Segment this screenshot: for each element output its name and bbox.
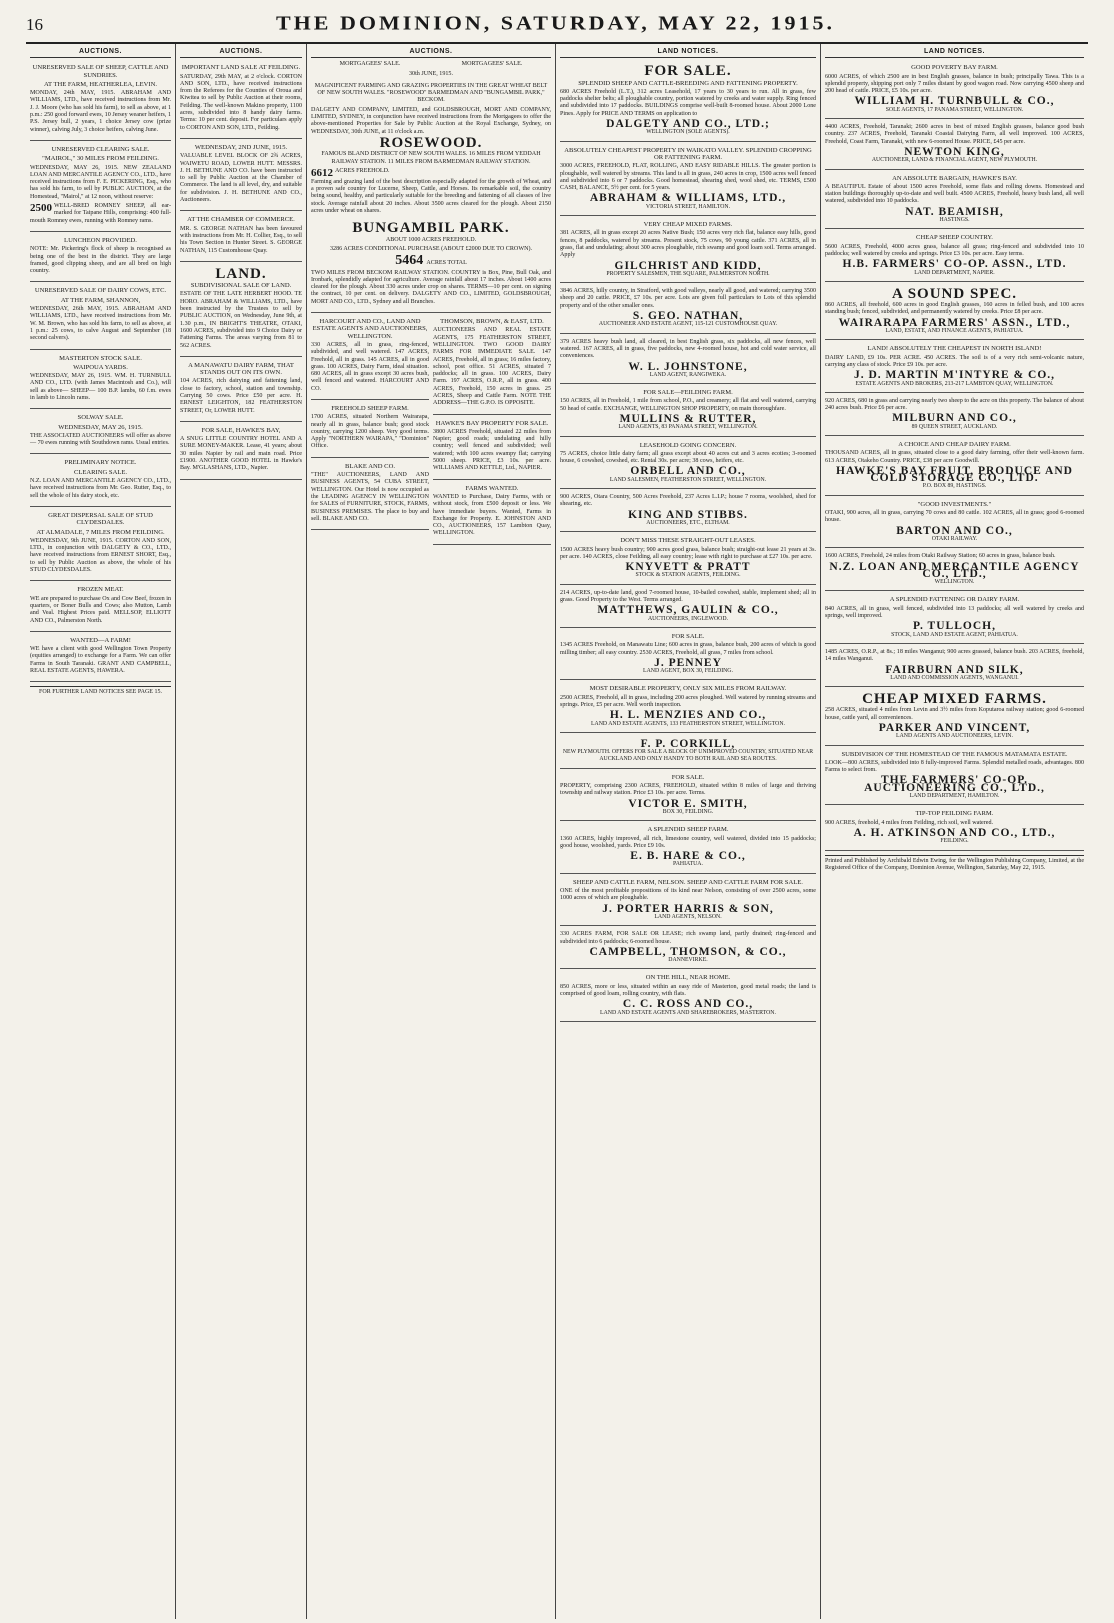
- advertisement: [180, 141, 302, 211]
- ad-body: 379 ACRES heavy bush land, all cleared, in best English grass, six paddocks, all new fences, well watered. 167 ACRES, all in grass, five paddocks, new 4-roomed house, hot and cold water service, all conveniences.: [560, 338, 816, 360]
- sale-date: 30th JUNE, 1915.: [408, 70, 453, 77]
- advertiser-name: J. PENNEY: [654, 656, 722, 669]
- ad-title: MOST DESIRABLE PROPERTY, ONLY SIX MILES FROM RAILWAY.: [589, 685, 787, 693]
- ad-title: FREEHOLD SHEEP FARM.: [331, 404, 409, 412]
- advertisement: [560, 61, 816, 141]
- advertisement: [825, 284, 1084, 340]
- advertiser-name: S. GEO. NATHAN,: [632, 310, 744, 323]
- ad-title: SUBDIVISIONAL SALE OF LAND.: [190, 282, 292, 290]
- ad-body: ONE of the most profitable propositions of its kind near Nelson, consisting of over 2500 acres, some 1000 acres of which are ploughable.: [560, 888, 816, 902]
- advertisement: [560, 218, 816, 283]
- advertiser-name: FAIRBURN AND SILK,: [885, 663, 1024, 676]
- advertiser-address: STOCK, LAND AND ESTATE AGENT, PAHIATUA.: [891, 631, 1018, 638]
- ad-body: 1485 ACRES, O.R.P., at 8s.; 18 miles Wanganui; 900 acres grassed, balance bush. 203 ACRES, freehold, 14 miles Wanganui.: [825, 648, 1084, 663]
- advertisement: [825, 121, 1084, 169]
- advertiser-name: A. H. ATKINSON AND CO., LTD.,: [853, 826, 1056, 839]
- ad-body: PROPERTY, comprising 2300 ACRES, FREEHOLD, situated within 8 miles of large and thriving township and railway station. Price £3 10s. per acre. Terms.: [560, 783, 816, 797]
- ad-body: WEDNESDAY, 26th MAY, 1915. ABRAHAM AND WILLIAMS, LTD., have received instructions from Mr. W. M. Brown, who has sold his farm, to sell as above, at 1 p.m.: 25 cows, to calve August and September (18 second calvers).: [30, 306, 171, 342]
- advertiser-name: P. TULLOCH,: [913, 620, 996, 633]
- ad-title: LEASEHOLD GOING CONCERN.: [639, 441, 737, 449]
- advertiser-name: F. P. CORKILL,: [640, 737, 736, 750]
- ad-body: N.Z. LOAN AND MERCANTILE AGENCY CO., LTD., have received instructions from Mr. Geo. Rutter, Esq., to sell the whole of his dairy stock, etc.: [30, 478, 171, 499]
- ad-title: AT THE CHAMBER OF COMMERCE.: [187, 216, 295, 224]
- advertiser-address: STOCK & STATION AGENTS, FEILDING.: [635, 572, 741, 579]
- advertiser-name: H.B. FARMERS' CO-OP. ASSN., LTD.: [842, 258, 1067, 271]
- ad-title: UNRESERVED SALE OF SHEEP, CATTLE AND SUNDRIES.: [32, 64, 169, 79]
- advertiser-address: ESTATE AGENTS AND BROKERS, 213-217 LAMBTON QUAY, WELLINGTON.: [855, 380, 1054, 387]
- advertisement: [311, 460, 429, 530]
- ad-body: 104 ACRES, rich dairying and fattening land, close to factory, school, station and township. Carrying 50 cows. Price £50 per acre. H. ERNEST LEIGHTON, 182 FEATHERSTON STREET, Or, LOWER HUTT.: [180, 378, 302, 414]
- rosewood-body: Farming and grazing land of the best description especially adapted for the growth of Wheat, and a proven safe country for Lucerne, Sheep, Cattle, and Horses. Its remarkable soil, the country being sound, healthy, and particularly suitable for the breeding and fattening of all classes of live stock. Average rainfall about 20 inches. About 3500 acres cleared for the plough. About 2150 acres under wheat on shares.: [311, 178, 551, 215]
- ad-body: WEDNESDAY, MAY 26, 1915. WM. H. TURNBULL AND CO., LTD. (with James Macintosh and Co.), will sell as above— SHEEP— 100 B.P. lambs, 60 f.m. ewes in lamb to Lincoln rams.: [30, 373, 171, 401]
- advertisement: [30, 234, 171, 282]
- notice-left: MORTGAGEES' SALE.: [339, 61, 401, 68]
- advertisement: [30, 583, 171, 631]
- ad-title: IMPORTANT LAND SALE AT FEILDING.: [181, 64, 301, 72]
- advertiser-name: CAMPBELL, THOMSON, & CO.,: [589, 945, 787, 958]
- advertiser-address: PROPERTY SALESMEN, THE SQUARE, PALMERSTON NORTH.: [606, 270, 770, 277]
- advertisement: [433, 315, 551, 415]
- advertiser-address: AUCTIONEERS, ETC., ELTHAM.: [646, 519, 730, 526]
- advertisement: [825, 498, 1084, 548]
- advertiser-name: ORBELL AND CO.,: [630, 465, 746, 478]
- ad-title: A SPLENDID SHEEP FARM.: [647, 826, 729, 834]
- ad-body: 3000 ACRES, FREEHOLD, FLAT, ROLLING, AND EASY RIDABLE HILLS. The greater portion is ploughable, well watered by streams. This land is all in grass, 240 acres in crop, 1500 acres well fenced and subdivided into 6 or 7 paddocks. Good homestead, shearing shed, wool shed, etc. TERMS, £500 CASH, BALANCE, 5½ per cent. for 5 years.: [560, 163, 816, 192]
- advertisement: [30, 284, 171, 349]
- ad-body: THE ASSOCIATED AUCTIONEERS will offer as above— 70 ewes running with Southdown rams. Usual entries.: [30, 432, 171, 447]
- ad-title: VERY CHEAP MIXED FARMS.: [643, 221, 733, 229]
- ad-banner: LAND.: [215, 265, 267, 282]
- ad-title: FOR SALE—FEILDING FARM.: [643, 389, 733, 397]
- advertisement: [433, 417, 551, 480]
- ad-subtitle: AT THE FARM, HEATHERLEA, LEVIN.: [43, 80, 157, 88]
- ad-title: UNRESERVED CLEARING SALE.: [51, 145, 150, 153]
- masthead: [26, 10, 1088, 40]
- advertiser-name: DALGETY AND CO., LTD.;: [606, 118, 770, 131]
- advertisement: [30, 352, 171, 410]
- advertiser-name: W. L. JOHNSTONE,: [628, 360, 748, 373]
- advertiser-address: WELLINGTON (SOLE AGENTS).: [646, 129, 730, 136]
- advertisement: [825, 689, 1084, 745]
- ad-title: "GOOD INVESTMENTS.": [917, 500, 992, 508]
- ad-title: AN ABSOLUTE BARGAIN, HAWKE'S BAY.: [892, 174, 1017, 182]
- advertisement: [825, 748, 1084, 806]
- advertiser-address: LAND, ESTATE, AND FINANCE AGENTS, PAHIATUA.: [885, 328, 1024, 335]
- ad-title: LAND! ABSOLUTELY THE CHEAPEST IN NORTH ISLAND!: [867, 345, 1042, 353]
- ad-body: WEDNESDAY, MAY 26, 1915. NEW ZEALAND LOAN AND MERCANTILE AGENCY CO., LTD., have received instructions from F. E. PICKERING, Esq., who has sold his farm, to sell by PUBLIC AUCTION, at the Homestead, "Mairol," at 12 noon, without reserve:: [30, 164, 171, 200]
- ad-title: BLAKE AND CO.: [344, 462, 395, 470]
- ad-body: 1345 ACRES Freehold, on Manawatu Line; 600 acres in grass, balance bush, 200 acres of which is good milling timber; all easy country. 2530 ACRES, Freehold, all grass, 7 miles from school.: [560, 642, 816, 656]
- ad-body: LOOK—800 ACRES, subdivided into 8 fully-improved Farms. Splendid metalled roads, advantages. 800 Farms to select from.: [825, 759, 1084, 774]
- ad-body: 1600 ACRES, Freehold, 24 miles from Otaki Railway Station; 60 acres in grass, balance bush.: [825, 553, 1056, 560]
- advertiser-address: HASTINGS.: [939, 217, 970, 224]
- ad-title: FOR SALE.: [671, 773, 705, 781]
- ad-banner: FOR SALE.: [644, 63, 732, 80]
- advertisement: [825, 438, 1084, 496]
- advertisement: [560, 771, 816, 821]
- advertisement: [825, 593, 1084, 643]
- ad-title: SUBDIVISION OF THE HOMESTEAD OF THE FAMOUS MATAMATA ESTATE.: [841, 750, 1068, 758]
- ad-body: 381 ACRES, all in grass except 20 acres Native Bush; 150 acres very rich flat, balance easy hills, good fences, 8 paddocks, watered by streams. Present stock, 75 cows, 90 young cattle. 371 ACRES, all in grass, flat and undulating; about 300 acres ploughable, rich swamp and good loam soil. Terms arranged. Apply: [560, 230, 816, 259]
- ad-title: SOLWAY SALE.: [77, 414, 124, 422]
- advertiser-name: KING AND STIBBS.: [628, 508, 748, 521]
- advertisement: [560, 534, 816, 584]
- bungambil-acres: 5464: [395, 253, 424, 269]
- ad-title: FROZEN MEAT.: [77, 586, 124, 594]
- ad-title: ON THE HILL, NEAR HOME.: [645, 974, 731, 982]
- advertiser-name: THE FARMERS' CO-OP. AUCTIONEERING CO., LTD.,: [864, 774, 1045, 794]
- dalgety-notice: DALGETY AND COMPANY, LIMITED, and GOLDSBROUGH, MORT AND COMPANY, LIMITED, SYDNEY, in conjunction have received instructions from the Mortgagees to offer the above-mentioned Properties for Sale by Public Auction at the Royal Exchange, Sydney, on WEDNESDAY, 30th JUNE, at 11 o'clock a.m.: [311, 106, 551, 135]
- ad-title: FOR SALE.: [671, 632, 705, 640]
- ad-body: 3846 ACRES, hilly country, in Stratford, with good valleys, nearly all good, and watered; carrying 3500 sheep and 20 cattle. PRICE, £7 10s. per acre. Lots are given full particulars to Lots of this splendid property and of the other smaller ones.: [560, 288, 816, 309]
- column-1: [26, 44, 176, 1619]
- ad-banner: A SOUND SPEC.: [891, 285, 1018, 302]
- advertisement: [825, 342, 1084, 392]
- ad-title: UNRESERVED SALE OF DAIRY COWS, ETC.: [34, 287, 167, 295]
- advertiser-name: J. D. MARTIN M'INTYRE & CO.,: [853, 369, 1056, 382]
- advertisement: [30, 143, 171, 232]
- ad-figure: 2500: [30, 202, 52, 215]
- advertisement: [560, 439, 816, 489]
- bungambil-title: BUNGAMBIL PARK.: [352, 220, 510, 237]
- advertiser-name: BARTON AND CO.,: [896, 524, 1013, 537]
- advertiser-name: H. L. MENZIES AND CO.,: [609, 709, 767, 722]
- ad-title: ABSOLUTELY CHEAPEST PROPERTY IN WAIKATO VALLEY. SPLENDID CROPPING OR FATTENING FARM.: [564, 146, 812, 161]
- section-heading: AUCTIONS.: [30, 46, 171, 58]
- further-notices-footer: FOR FURTHER LAND NOTICES SEE PAGE 15.: [30, 686, 171, 696]
- ad-body: SATURDAY, 29th MAY, at 2 o'clock. CORTON AND SON, LTD., have received instructions from the Referees for the Counties of Oroua and Kiwitea to sell by Public Auction at their rooms, Feilding. The well-known Makino property, 1100 acres, subdivided into 8 handy dairy farms. Terms: 10 per cent. deposit. For particulars apply to CORTON AND SON, LTD., Feilding.: [180, 73, 302, 131]
- ad-body: WE are prepared to purchase Ox and Cow Beef, frozen in quarters, or Boner Bulls and Cows; also Mutton, Lamb and Veal. Highest Prices paid. MELLSOP, ELLIOTT AND CO., Palmerston North.: [30, 595, 171, 624]
- ad-body: "THE" AUCTIONEERS, LAND AND BUSINESS AGENTS, 54 CUBA STREET, WELLINGTON. Our Hotel is now occupied as the LEADING AGENCY IN WELLINGTON for SALES of FURNITURE, STOCK, FARMS, BUSINESS PREMISES. The place to buy and sell. BLAKE AND CO.: [311, 472, 429, 522]
- advertiser-address: OTAKI RAILWAY.: [931, 535, 978, 542]
- rosewood-title: ROSEWOOD.: [379, 134, 483, 151]
- advertisement: [560, 735, 816, 769]
- ad-body: 330 ACRES, all in grass, ring-fenced, subdivided, and well watered. 147 ACRES, Freehold, all in grass. 145 ACRES, all in good grass. 100 ACRES, Dairy Farm, ideal situation. 680 ACRES, all in grass except 30 acres bush, well fenced and watered. HARCOURT AND CO.: [311, 341, 429, 392]
- ad-figure-text: WELL-BRED ROMNEY SHEEP, all ear-marked for Taipane Hills, comprising: 400 full-mouth Romney ewes, running with Romney rams.: [30, 203, 171, 224]
- advertiser-address: VICTORIA STREET, HAMILTON.: [645, 203, 731, 210]
- ad-subtitle: CLEARING SALE.: [73, 468, 128, 476]
- printer-imprint: Printed and Published by Archibald Edwin Ewing, for the Wellington Publishing Company, Limited, at the Registered Office of the Company, Dominion Avenue, Wellington, Saturday, May 22, 1915.: [825, 855, 1084, 873]
- ad-body: 75 ACRES, choice little dairy farm; all grass except about 40 acres cut and 3 acres ecoties; 3-roomed house, 6 cowshed, cowshed, etc. Rental 30s. per acre; 38 cows, heifers, etc.: [560, 450, 816, 465]
- advertiser-address: LAND AGENTS, 83 PANAMA STREET, WELLINGTON.: [618, 424, 758, 431]
- ad-body: 2500 ACRES, Freehold, all in grass, including 200 acres ploughed. Well watered by running streams and springs. Price, £5 per acre. Well worth inspection.: [560, 694, 816, 708]
- ad-title: HAWKE'S BAY PROPERTY FOR SALE.: [435, 419, 549, 427]
- advertiser-address: LAND AGENTS, NELSON.: [654, 913, 722, 920]
- bungambil-note: 3286 ACRES CONDITIONAL PURCHASE (ABOUT £2000 DUE TO CROWN).: [329, 245, 533, 252]
- ad-body: 1360 ACRES, highly improved, all rich, limestone country, well watered, divided into 15 paddocks; good house, woolshed, yards. Price £9 10s.: [560, 835, 816, 849]
- advertisement: [560, 876, 816, 926]
- advertisement: [825, 395, 1084, 436]
- column-3: [307, 44, 556, 1619]
- column-5: [821, 44, 1088, 1619]
- advertiser-name: C. C. ROSS AND CO.,: [622, 998, 754, 1011]
- section-heading: LAND NOTICES.: [825, 46, 1084, 58]
- advertiser-address: PAHIATUA.: [673, 861, 703, 868]
- ad-title: TIP-TOP FEILDING FARM.: [915, 810, 994, 818]
- advertisement: [825, 550, 1084, 591]
- ad-title: CHEAP SHEEP COUNTRY.: [916, 234, 993, 242]
- ad-title: DON'T MISS THESE STRAIGHT-OUT LEASES.: [620, 537, 756, 545]
- ad-subtitle: AT ALMADALE, 7 MILES FROM FEILDING.: [36, 528, 165, 536]
- advertiser-name: VICTOR E. SMITH,: [628, 797, 748, 810]
- advertisement: [560, 587, 816, 628]
- bungambil-acres-label: ACRES TOTAL: [426, 260, 467, 267]
- ad-body: 150 ACRES, all in Freehold, 1 mile from school, P.O., and creamery; all flat and well watered, carrying 50 head of cattle. EXCHANGE, WELLINGTON SHOP PROPERTY, on main thoroughfare.: [560, 398, 816, 412]
- bungambil-sub: ABOUT 1000 ACRES FREEHOLD.: [385, 236, 477, 243]
- column-4: [556, 44, 821, 1619]
- ad-body: OTAKI, 900 acres, all in grass, carrying 70 cows and 80 cattle. 102 ACRES, all in grass; good 6-roomed house.: [825, 510, 1084, 524]
- ad-body: 1500 ACRES heavy bush country; 900 acres good grass, balance bush; straight-out lease 21 years at 3s. per acre. 140 ACRES, close Feilding, all easy country; lease with right to purchase at £27 10s. per acre.: [560, 546, 816, 560]
- ad-title: MASTERTON STOCK SALE.: [59, 354, 142, 362]
- advertiser-address: AUCTIONEER AND ESTATE AGENT, 115-121 CUSTOMHOUSE QUAY.: [598, 321, 778, 328]
- ad-title: SHEEP AND CATTLE FARM, NELSON. SHEEP AND CATTLE FARM FOR SALE.: [573, 878, 803, 886]
- newspaper-title: THE DOMINION, SATURDAY, MAY 22, 1915.: [275, 11, 835, 34]
- advertiser-address: LAND SALESMEN, FEATHERSTON STREET, WELLINGTON.: [609, 476, 767, 483]
- ad-body: 680 ACRES Freehold (L.T.), 312 acres Leasehold, 17 years to 30 years to run. All in grass, few paddocks shelter belts; all ploughable country, portion watered by creeks and water supply. Ring fenced and subdivided into 17 paddocks. BUILDINGS comprise well-built 8-roomed house. About 2000 Lone Pines. Apply for PRICE AND TERMS on application to: [560, 88, 816, 117]
- advertiser-address: LAND AGENT, RANGIWEKA.: [649, 371, 727, 378]
- ad-title: A SPLENDID FATTENING OR DAIRY FARM.: [889, 596, 1020, 604]
- advertisement: [825, 231, 1084, 281]
- advertiser-address: AUCTIONEER, LAND & FINANCIAL AGENT, NEW PLYMOUTH.: [871, 157, 1038, 164]
- advertiser-address: NEW PLYMOUTH. OFFERS FOR SALE A BLOCK OF UNIMPROVED COUNTRY, SITUATED NEAR AUCKLAND AND ONLY HANDY TO BOTH RAIL AND SEA ROUTES.: [562, 749, 814, 763]
- advertiser-address: WELLINGTON.: [934, 579, 975, 586]
- advertiser-name: WILLIAM H. TURNBULL & CO.,: [854, 95, 1055, 108]
- advertiser-name: NEWTON KING,: [904, 145, 1005, 158]
- advertiser-address: AUCTIONEERS, INGLEWOOD.: [647, 615, 729, 622]
- section-heading: AUCTIONS.: [180, 46, 302, 58]
- column-2: [176, 44, 307, 1619]
- advertisement: [560, 971, 816, 1021]
- ad-body: WE have a client with good Wellington Town Property (equities arranged) to exchange for a Farm. We can offer Farms in South Taranaki. GRANT AND CAMPBELL, REAL ESTATE AGENTS, HAWERA.: [30, 646, 171, 674]
- advertisement: [560, 630, 816, 680]
- ad-body: MR. S. GEORGE NATHAN has been favoured with instructions from Mr. H. Collier, Esq., to sell his Town Section in Hunter Street. S. GEORGE NATHAN, 115 Customhouse Quay.: [180, 225, 302, 254]
- advertiser-name: NAT. BEAMISH,: [905, 205, 1004, 218]
- ad-body: 4400 ACRES, Freehold, Taranaki; 2600 acres in best of mixed English grasses, balance good bush country. 237 ACRES, Freehold, Taranaki Coastal Dairying Farm, all well improved. 100 ACRES, Freehold, Coast Farm, Taranaki, with new 6-roomed House. PRICE, £45 per acre.: [825, 124, 1084, 145]
- ad-title: A CHOICE AND CHEAP DAIRY FARM.: [898, 440, 1011, 448]
- advertiser-address: LAND AGENT, BOX 30, FEILDING.: [643, 668, 733, 675]
- advertisement: [560, 144, 816, 216]
- advertisement: [30, 411, 171, 454]
- advertisement: [560, 386, 816, 436]
- advertisement: [180, 213, 302, 261]
- nsw-properties-ad: [311, 80, 551, 313]
- ad-body: MONDAY, 24th MAY, 1915. ABRAHAM AND WILLIAMS, LTD., have received instructions from Mr. J. J. Moore (who has sold his farm), to sell as above, at 1 p.m.: 250 good forward ewes, 10 Jersey weaner heifers, 1 P.S. Jersey bull, 2 years, 1 choice Jersey cow (prize winner), calving July, 3 choice heifers, calving June.: [30, 90, 171, 133]
- advertisement: [825, 61, 1084, 119]
- advertiser-name: HAWKE'S BAY FRUIT, PRODUCE AND COLD STORAGE CO., LTD.: [836, 464, 1073, 485]
- advertiser-name: MILBURN AND CO.,: [892, 412, 1017, 425]
- advertiser-address: LAND AND ESTATE AGENTS, 133 FEATHERSTON STREET, WELLINGTON.: [591, 720, 785, 727]
- ad-title: A MANAWATU DAIRY FARM, THAT STANDS OUT ON ITS OWN.: [188, 361, 294, 377]
- ad-title: WEDNESDAY, 2ND JUNE, 1915.: [194, 143, 288, 151]
- ad-body: 1700 ACRES, situated Northern Wairarapa, nearly all in grass, balance bush; good stock country, carrying 1200 sheep. Very good terms. Apply "NORTHERN WAIRAPA," "Dominion" Office.: [311, 414, 429, 450]
- advertisement: [560, 336, 816, 384]
- ad-title: SPLENDID SHEEP AND CATTLE-BREEDING AND FATTENING PROPERTY.: [578, 79, 798, 87]
- ad-body: 6000 ACRES, of which 2500 are in best English grasses, balance in bush; principally Tawa. This is a splendid property, shipping port only 7 miles distant by good wagon road. Now carrying 4500 sheep and 200 head of cattle. PRICE, £5 10s. per acre.: [825, 73, 1084, 95]
- ad-title: GREAT DISPERSAL SALE OF STUD CLYDESDALES.: [48, 511, 153, 527]
- advertisement: [560, 285, 816, 333]
- notice-right: MORTGAGEES' SALE.: [461, 61, 523, 68]
- advertisement: [825, 807, 1084, 850]
- ad-body: WEDNESDAY, 9th JUNE, 1915. CORTON AND SON, LTD., in conjunction with DALGETY & CO., LTD., have received instructions from ERNEST SHORT, Esq., to sell by Public Auction as above, the whole of his STUD CLYDESDALES.: [30, 537, 171, 574]
- advertiser-name: E. B. HARE & CO.,: [630, 850, 746, 863]
- advertiser-name: MATTHEWS, GAULIN & CO.,: [597, 604, 779, 617]
- advertisement: [560, 823, 816, 873]
- advertiser-address: LAND DEPARTMENT, NAPIER.: [914, 269, 995, 276]
- ad-title: THOMSON, BROWN, & EAST, LTD.: [440, 318, 544, 326]
- advertiser-address: 89 QUEEN STREET, AUCKLAND.: [911, 423, 998, 430]
- ad-body: 5600 ACRES, Freehold, 4000 acres grass, balance all grass; ring-fenced and subdivided into 10 paddocks; well watered by creeks and springs. Price £3 10s. per acre. Easy terms.: [825, 243, 1084, 257]
- advertisement: [560, 928, 816, 969]
- ad-subtitle: "MAIROL," 30 MILES FROM FEILDING.: [42, 155, 159, 163]
- advertisement: [180, 61, 302, 139]
- section-heading: AUCTIONS.: [311, 46, 551, 58]
- ad-title: PRELIMINARY NOTICE.: [64, 459, 137, 467]
- ad-figure-line: [30, 203, 171, 225]
- ad-body: VALUABLE LEVEL BLOCK OF 2¾ ACRES, WAIWETU ROAD, LOWER HUTT. MESSRS. J. H. BETHUNE AND CO. have been instructed to sell by Public Auction at the Chamber of Commerce. The land is all level, dry, and suitable for subdivision. J. H. BETHUNE AND CO., Auctioneers.: [180, 153, 302, 204]
- ad-title: WANTED—A FARM!: [70, 636, 131, 644]
- advertisement: [311, 315, 429, 400]
- advertiser-name: ABRAHAM & WILLIAMS, LTD.,: [589, 192, 787, 205]
- advertiser-address: FEILDING.: [940, 838, 969, 845]
- advertiser-name: KNYVETT & PRATT: [625, 561, 751, 574]
- ad-body: 900 ACRES, freehold, 4 miles from Feilding, rich soil, well watered.: [825, 819, 994, 826]
- ad-body: NOTE: Mr. Pickering's flock of sheep is recognised as being one of the best in the district. They are large framed, good clipping sheep, and are all bred on high country.: [30, 246, 171, 275]
- advertiser-name: J. PORTER HARRIS & SON,: [602, 902, 774, 915]
- col3-lower: [311, 315, 551, 547]
- advertiser-name: GILCHRIST AND KIDD,: [614, 259, 762, 272]
- advertisement: [180, 359, 302, 422]
- ad-body: AUCTIONEERS AND REAL ESTATE AGENTS, 175 FEATHERSTON STREET, WELLINGTON. TWO GOOD DAIRY FARMS FOR IMMEDIATE SALE. 147 ACRES, Freehold, all in grass; 16 miles factory, school, post office. 51 ACRES, situated 7 paddocks; all in grass. 100 ACRES, Dairy Farm. 197 ACRES, O.R.P., all in grass. 400 ACRES, Freehold, 150 acres in grass. 25 ACRES, Sheep and Cattle Farm. NOTE THE ADDRESS—THE G.P.O. IS OPPOSITE.: [433, 327, 551, 407]
- ad-body: ESTATE OF THE LATE HERBERT HOOD. TE HORO. ABRAHAM & WILLIAMS, LTD., have been instructed by the Trustees to sell by PUBLIC AUCTION, on Wednesday, June 9th, at 1.30 p.m., IN BRIGHT'S THEATRE, OTAKI, 1600 ACRES, subdivided into 9 Choice Dairy or Fattening Farms. The areas varying from 81 to 562 ACRES.: [180, 291, 302, 349]
- advertisement: [560, 682, 816, 732]
- ad-body: 860 ACRES, all freehold, 600 acres in good English grasses, 160 acres in felled bush, and 100 acres standing bush; fenced, subdivided, and permanently watered by creeks. Price £8 per acre.: [825, 302, 1084, 316]
- advertiser-name: WAIRARAPA FARMERS' ASSN., LTD.,: [838, 316, 1071, 329]
- ad-title: LUNCHEON PROVIDED.: [64, 236, 137, 244]
- advertisement: [180, 424, 302, 480]
- advertisement: [30, 61, 171, 141]
- advertiser-name: MULLINS & RUTTER,: [619, 412, 757, 425]
- ad-title: HARCOURT AND CO., LAND AND ESTATE AGENTS AND AUCTIONEERS, WELLINGTON.: [312, 318, 428, 340]
- page-number: 16: [26, 15, 43, 34]
- ad-title: GOOD POVERTY BAY FARM.: [911, 64, 998, 72]
- ad-body: WANTED to Purchase, Dairy Farms, with or without stock, from £500 deposit or less. We have immediate buyers. Wanted, Farms in Exchange for Property. E. JOHNSTON AND CO., AUCTIONEERS, 157 Lambton Quay, WELLINGTON.: [433, 493, 551, 537]
- ad-body: 214 ACRES, up-to-date land, good 7-roomed house, 10-bailed cowshed, stable, implement shed; all in grass. Good Property to the West. Terms arranged.: [560, 589, 816, 604]
- advertisement: [180, 264, 302, 357]
- rosewood-sub: FAMOUS BLAND DISTRICT OF NEW SOUTH WALES. 16 MILES FROM YEDDAH RAILWAY STATION. 11 MILES FROM BARMEDMAN RAILWAY STATION.: [321, 151, 541, 165]
- ad-body: 3800 ACRES Freehold, situated 22 miles from Napier; good roads; undulating and hilly country; well fenced and subdivided; well watered; with 100 acres swampy flat; carrying 5000 sheep. PRICE, £3 10s. per acre. WILLIAMS AND KETTLE, Ltd., NAPIER.: [433, 428, 551, 472]
- advertiser-address: LAND DEPARTMENT, HAMILTON.: [909, 793, 1000, 800]
- intro: MAGNIFICENT FARMING AND GRAZING PROPERTIES IN THE GREAT WHEAT BELT OF NEW SOUTH WALES. "ROSEWOOD" BARMEDMAN AND "BUNGAMBIL PARK," BECKOM.: [314, 82, 548, 104]
- mortgagees-notices: [311, 61, 551, 68]
- ad-title: FARMS WANTED.: [465, 484, 519, 492]
- section-heading: LAND NOTICES.: [560, 46, 816, 58]
- ad-body: A BEAUTIFUL Estate of about 1500 acres Freehold, some flats and rolling downs. Homestead and station buildings thoroughly up-to-date and well built. 4500 ACRES, Freehold, heavy bush land, all well watered, subdivided into 10 paddocks.: [825, 183, 1084, 205]
- advertisement: [30, 509, 171, 581]
- ad-body: DAIRY LAND, £9 10s. PER ACRE. 450 ACRES. The soil is of a very rich semi-volcanic nature, carrying any class of stock. Price £9 10s. per acre.: [825, 354, 1084, 368]
- advertisement: [825, 646, 1084, 687]
- advertisement: [30, 456, 171, 506]
- advertiser-address: LAND AGENTS AND AUCTIONEERS, LEVIN.: [896, 733, 1013, 740]
- ad-body: 920 ACRES, 680 in grass and carrying nearly two sheep to the acre on this property. The balance of about 240 acres bush. Price £6 per acre.: [825, 397, 1084, 412]
- rosewood-acres: 6612: [311, 166, 333, 179]
- advertiser-name: N.Z. LOAN AND MERCANTILE AGENCY CO., LTD.,: [829, 560, 1080, 580]
- advertisement: [30, 634, 171, 682]
- ad-body: A SNUG LITTLE COUNTRY HOTEL AND A SURE MONEY-MAKER. Lease, 41 years; about 30 miles Napier by rail and main road. Price £1900. ANOTHER GOOD HOTEL in Hawke's Bay. M'GLASHANS, LTD., Napier.: [180, 436, 302, 472]
- ad-subtitle: AT THE FARM, SHANNON,: [60, 296, 141, 304]
- advertiser-address: LAND AND COMMISSION AGENTS, WANGANUI.: [890, 674, 1019, 681]
- advertiser-name: PARKER AND VINCENT,: [878, 722, 1031, 734]
- ad-body: 258 ACRES, situated 4 miles from Levin and 3½ miles from Koputaroa railway station; good 6-roomed house, cattle yard, all conveniences.: [825, 707, 1084, 721]
- rosewood-acres-label: ACRES FREEHOLD.: [335, 167, 390, 174]
- advertiser-address: DANNEVIRKE.: [668, 957, 708, 964]
- bungambil-body: TWO MILES FROM BECKOM RAILWAY STATION. COUNTRY is Box, Pine, Bull Oak, and Ironbark, splendidly adapted for agriculture. Average rainfall about 17 inches. About 1400 acres cleared for the plough. About 330 acres under crop on shares. TERMS—10 per cent. on signing the contract, 10 per cent. on delivery. DALGETY AND CO., LIMITED, GOLDSBROUGH, MORT AND CO., LTD., Sydney and all Branches.: [311, 269, 551, 305]
- ad-title: FOR SALE, HAWKE'S BAY,: [201, 426, 281, 434]
- ad-body: THOUSAND ACRES, all in grass, situated close to a good dairy farming, offer their well-known farm. 613 ACRES, Otakeho Country. PRICE, £38 per acre Goodwill.: [825, 450, 1084, 464]
- ad-body: 850 ACRES, more or less, situated within an easy ride of Masterton, good metal roads; the land is comprised of good loam, rolling country, with flats.: [560, 983, 816, 998]
- advertiser-address: SOLE AGENTS, 17 PANAMA STREET, WELLINGTON.: [885, 106, 1024, 113]
- ad-subtitle: WEDNESDAY, MAY 26, 1915.: [58, 423, 143, 431]
- ad-banner: CHEAP MIXED FARMS.: [862, 691, 1047, 708]
- ad-body: 330 ACRES FARM, FOR SALE OR LEASE; rich swamp land, partly drained; ring-fenced and subdivided into 6 paddocks; 6-roomed house.: [560, 931, 816, 945]
- advertisement: [311, 402, 429, 458]
- ad-body: 840 ACRES, all in grass, well fenced, subdivided into 13 paddocks; all well watered by creeks and springs, well improved.: [825, 605, 1084, 620]
- advertisement: [433, 482, 551, 545]
- advertisement: [825, 172, 1084, 230]
- advertisement: [560, 491, 816, 532]
- advertiser-address: P.O. BOX 89, HASTINGS.: [922, 483, 987, 490]
- ad-body: 900 ACRES, Otara Country, 500 Acres Freehold, 237 Acres L.I.P.; house 7 rooms, woolshed, shed for shearing, etc.: [560, 494, 816, 508]
- advertiser-address: BOX 30, FEILDING.: [662, 808, 714, 815]
- advertiser-address: LAND AND ESTATE AGENTS AND SHAREBROKERS, MASTERTON.: [600, 1009, 776, 1016]
- ad-subtitle: WAIPOUA YARDS.: [73, 363, 128, 371]
